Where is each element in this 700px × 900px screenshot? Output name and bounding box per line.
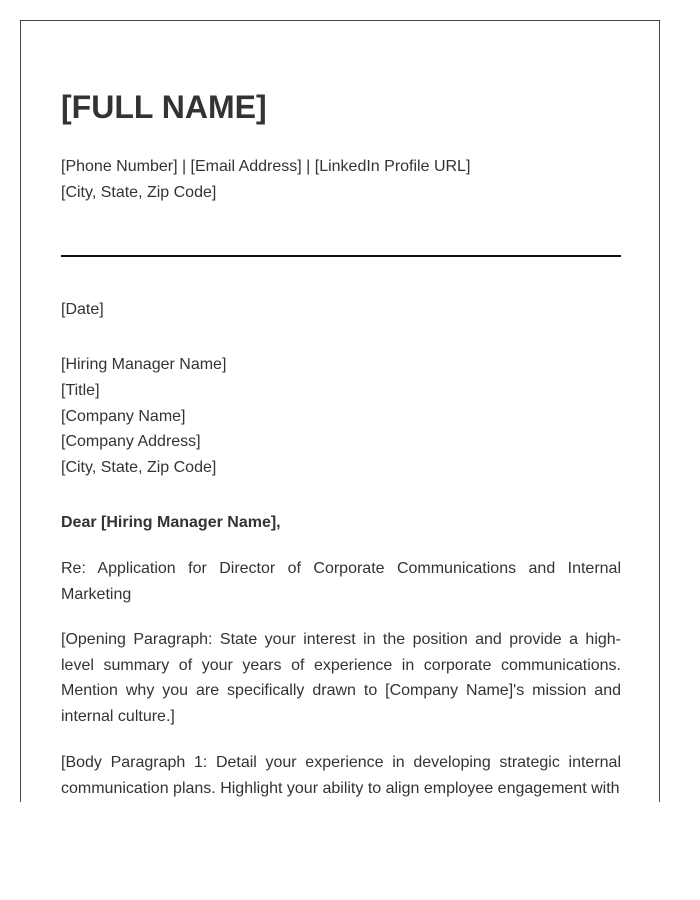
letter-date: [Date] xyxy=(61,301,104,318)
recipient-title: [Title] xyxy=(61,381,100,399)
recipient-city-state-zip: [City, State, Zip Code] xyxy=(61,459,217,477)
salutation: Dear [Hiring Manager Name], xyxy=(61,514,281,531)
recipient-name: [Hiring Manager Name] xyxy=(61,356,227,373)
letter-page xyxy=(20,20,660,802)
recipient-address: [Company Address] xyxy=(61,433,201,451)
contact-block xyxy=(61,154,470,205)
opening-paragraph: [Opening Paragraph: State your interest in the position and provide a high-level summary of your years of experience in corporate communications. Mention why you are specifically drawn to [Company Name]'s mission and internal culture.] xyxy=(61,631,621,726)
full-name-heading: [FULL NAME] xyxy=(61,89,267,125)
recipient-company: [Company Name] xyxy=(61,407,186,425)
header-divider xyxy=(61,255,621,257)
contact-line: [Phone Number] | [Email Address] | [LinkedIn Profile URL] xyxy=(61,158,471,175)
sender-location-line: [City, State, Zip Code] xyxy=(61,183,217,201)
body-paragraph-1: [Body Paragraph 1: Detail your experience in developing strategic internal communication plans. Highlight your ability to align employee engagement with xyxy=(61,754,621,797)
recipient-block xyxy=(61,352,226,481)
re-line: Re: Application for Director of Corporate Communications and Internal Marketing xyxy=(61,560,621,603)
